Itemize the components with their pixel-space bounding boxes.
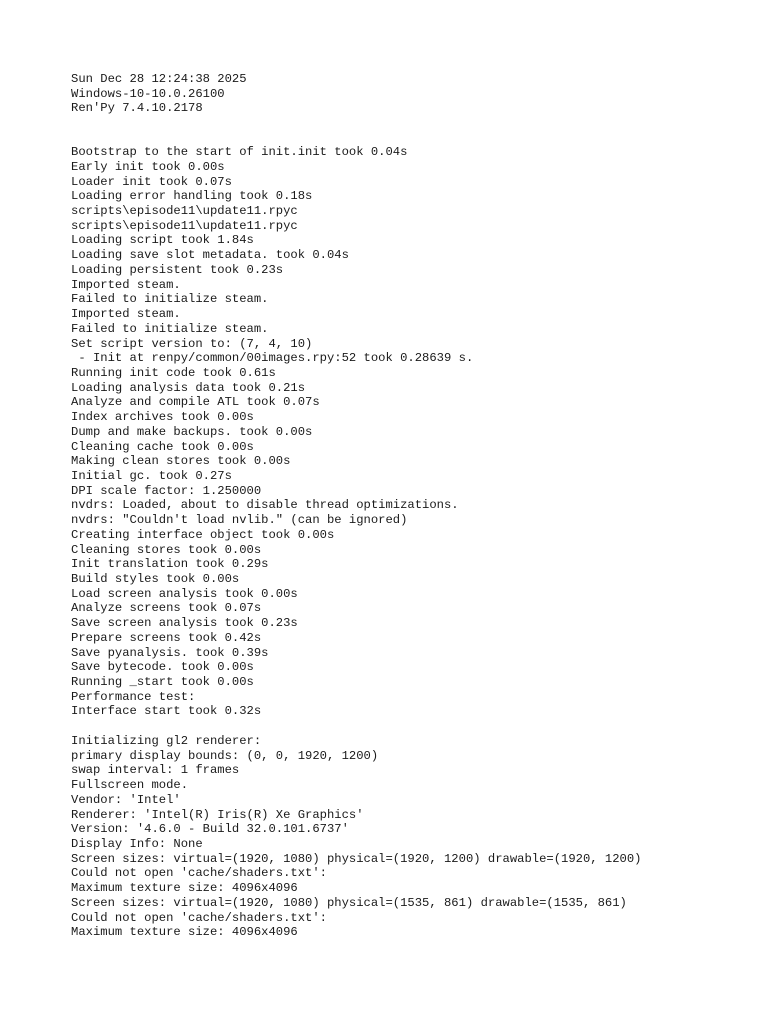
log-line: Sun Dec 28 12:24:38 2025 bbox=[71, 72, 247, 86]
log-line: Bootstrap to the start of init.init took 0.04s bbox=[71, 145, 408, 160]
log-line: Ren'Py 7.4.10.2178 bbox=[71, 101, 203, 116]
log-line: Windows-10-10.0.26100 bbox=[71, 86, 225, 101]
log-line: Version: '4.6.0 - Build 32.0.101.6737' bbox=[71, 822, 349, 837]
log-line: Load screen analysis took 0.00s bbox=[71, 586, 298, 601]
log-line: Initializing gl2 renderer: bbox=[71, 733, 262, 748]
log-line: Loader init took 0.07s bbox=[71, 174, 232, 189]
log-line: Maximum texture size: 4096x4096 bbox=[71, 925, 298, 940]
log-line: Loading save slot metadata. took 0.04s bbox=[71, 248, 349, 263]
log-line: scripts\episode11\update11.rpyc bbox=[71, 218, 298, 233]
log-line: Could not open 'cache/shaders.txt': bbox=[71, 866, 327, 881]
log-header-section bbox=[71, 72, 761, 116]
log-line: Cleaning cache took 0.00s bbox=[71, 439, 254, 454]
log-line: Analyze screens took 0.07s bbox=[71, 601, 262, 616]
log-line: Maximum texture size: 4096x4096 bbox=[71, 881, 298, 896]
renderer-log-section bbox=[71, 734, 761, 940]
log-line: Set script version to: (7, 4, 10) bbox=[71, 336, 313, 351]
log-line: scripts\episode11\update11.rpyc bbox=[71, 204, 298, 219]
log-line: nvdrs: "Couldn't load nvlib." (can be ignored) bbox=[71, 513, 408, 528]
log-line: nvdrs: Loaded, about to disable thread optimizations. bbox=[71, 498, 459, 513]
log-line: Renderer: 'Intel(R) Iris(R) Xe Graphics' bbox=[71, 807, 364, 822]
log-document bbox=[71, 72, 761, 940]
log-line: Display Info: None bbox=[71, 836, 203, 851]
log-line: - Init at renpy/common/00images.rpy:52 took 0.28639 s. bbox=[71, 351, 474, 366]
log-line: Failed to initialize steam. bbox=[71, 292, 269, 307]
log-line: Loading persistent took 0.23s bbox=[71, 262, 284, 277]
log-line: Running _start took 0.00s bbox=[71, 675, 254, 690]
log-line: Creating interface object took 0.00s bbox=[71, 527, 335, 542]
log-line: Performance test: bbox=[71, 689, 196, 704]
log-line: Save bytecode. took 0.00s bbox=[71, 660, 254, 675]
log-line: Loading analysis data took 0.21s bbox=[71, 380, 306, 395]
log-line: Failed to initialize steam. bbox=[71, 321, 269, 336]
log-line: Analyze and compile ATL took 0.07s bbox=[71, 395, 320, 410]
log-line: Fullscreen mode. bbox=[71, 778, 189, 793]
log-line: Could not open 'cache/shaders.txt': bbox=[71, 910, 327, 925]
log-line: Loading error handling took 0.18s bbox=[71, 189, 313, 204]
log-line: Making clean stores took 0.00s bbox=[71, 454, 291, 469]
log-line: primary display bounds: (0, 0, 1920, 1200) bbox=[71, 748, 379, 763]
log-line: Interface start took 0.32s bbox=[71, 704, 262, 719]
log-line: Initial gc. took 0.27s bbox=[71, 468, 232, 483]
log-line: Early init took 0.00s bbox=[71, 159, 225, 174]
log-line: Build styles took 0.00s bbox=[71, 572, 240, 586]
log-line: Screen sizes: virtual=(1920, 1080) physical=(1535, 861) drawable=(1535, 861) bbox=[71, 895, 627, 910]
log-line: DPI scale factor: 1.250000 bbox=[71, 483, 262, 498]
log-line: Screen sizes: virtual=(1920, 1080) physical=(1920, 1200) drawable=(1920, 1200) bbox=[71, 851, 642, 866]
log-line: Save screen analysis took 0.23s bbox=[71, 616, 298, 631]
log-line: Running init code took 0.61s bbox=[71, 365, 276, 380]
log-line: Save pyanalysis. took 0.39s bbox=[71, 645, 269, 660]
log-line: Index archives took 0.00s bbox=[71, 410, 254, 425]
log-line: Vendor: 'Intel' bbox=[71, 792, 181, 807]
section-spacer bbox=[71, 116, 761, 145]
log-line: swap interval: 1 frames bbox=[71, 763, 240, 778]
init-log-section bbox=[71, 145, 761, 719]
section-spacer bbox=[71, 719, 761, 734]
log-line: Cleaning stores took 0.00s bbox=[71, 542, 262, 557]
log-line: Dump and make backups. took 0.00s bbox=[71, 424, 313, 439]
log-line: Imported steam. bbox=[71, 277, 181, 292]
log-line: Prepare screens took 0.42s bbox=[71, 630, 262, 645]
log-line: Loading script took 1.84s bbox=[71, 233, 254, 248]
log-line: Imported steam. bbox=[71, 307, 181, 322]
log-line: Init translation took 0.29s bbox=[71, 557, 269, 572]
